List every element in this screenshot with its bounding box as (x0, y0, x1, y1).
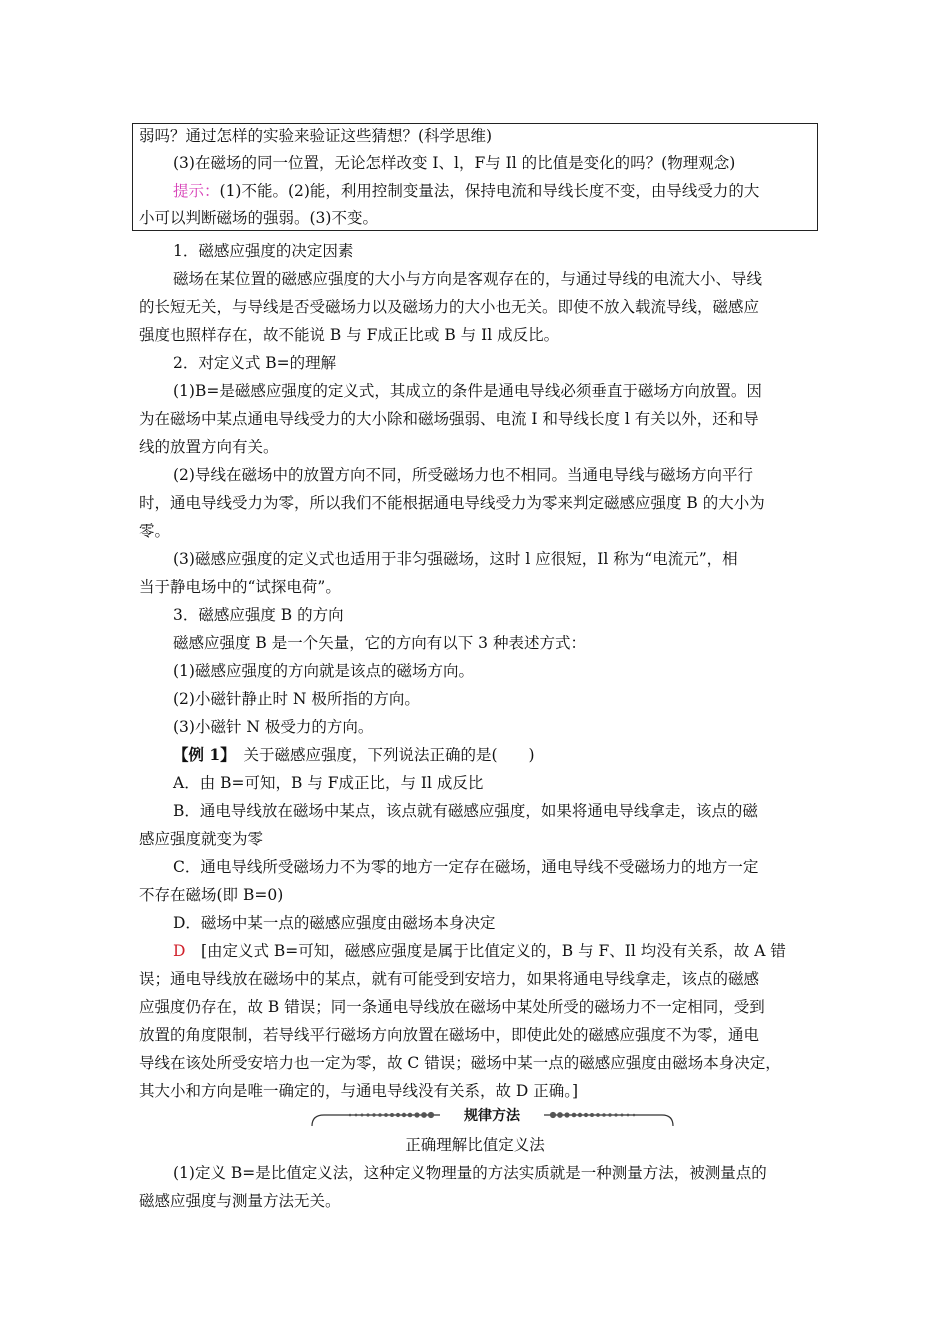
hint-text: (1)不能。(2)能，利用控制变量法，保持电流和导线长度不变，由导线受力的大 (219, 182, 760, 200)
answer-line: 应强度仍存在，故 B 错误；同一条通电导线放在磁场中某处所受的磁场力不一定相同，受到 (139, 998, 765, 1016)
answer-line: 导线在该处所受安培力也一定为零，故 C 错误；磁场中某一点的磁感应强度由磁场本身决定， (139, 1054, 781, 1072)
option-line: A．由 B=可知，B 与 F成正比，与 Il 成反比 (173, 774, 484, 792)
hint-label: 提示： (173, 182, 220, 200)
hint-line: 小可以判断磁场的强弱。(3)不变。 (139, 209, 378, 227)
option-line: 不存在磁场(即 B=0) (139, 886, 284, 904)
paragraph-line: (2)小磁针静止时 N 极所指的方向。 (173, 690, 420, 708)
example-question-text: 关于磁感应强度，下列说法正确的是( ) (227, 746, 535, 764)
answer-line (173, 940, 786, 962)
answer-letter: D (173, 942, 186, 960)
paragraph-line: 强度也照样存在，故不能说 B 与 F成正比或 B 与 Il 成反比。 (139, 326, 560, 344)
box-line: (3)在磁场的同一位置，无论怎样改变 I、l，F与 Il 的比值是变化的吗？(物理观念) (173, 154, 736, 172)
banner-title: 规律方法 (464, 1108, 520, 1124)
banner-subtitle: 正确理解比值定义法 (405, 1136, 545, 1154)
paragraph-line: 磁场在某位置的磁感应强度的大小与方向是客观存在的，与通过导线的电流大小、导线 (173, 270, 763, 288)
paragraph-line: 的长短无关，与导线是否受磁场力以及磁场力的大小也无关。即使不放入载流导线，磁感应 (139, 298, 760, 316)
example-label: 【例 1】 (173, 745, 228, 764)
paragraph-line: 零。 (139, 522, 171, 540)
option-line: B．通电导线放在磁场中某点，该点就有磁感应强度，如果将通电导线拿走，该点的磁 (173, 802, 758, 820)
section-heading: 3．磁感应强度 B 的方向 (173, 606, 344, 624)
option-line: C．通电导线所受磁场力不为零的地方一定存在磁场，通电导线不受磁场力的地方一定 (173, 858, 759, 876)
paragraph-line: 线的放置方向有关。 (139, 438, 279, 456)
option-line: D．磁场中某一点的磁感应强度由磁场本身决定 (173, 914, 496, 932)
section-heading: 2．对定义式 B=的理解 (173, 354, 337, 372)
section-heading: 1．磁感应强度的决定因素 (173, 242, 354, 260)
example-question (173, 744, 535, 766)
answer-line: 误；通电导线放在磁场中的某点，就有可能受到安培力，如果将通电导线拿走，该点的磁感 (139, 970, 760, 988)
paragraph-line: (3)小磁针 N 极受力的方向。 (173, 718, 374, 736)
answer-text: [由定义式 B=可知，磁感应强度是属于比值定义的，B 与 F、Il 均没有关系，故 A 错 (185, 942, 786, 960)
paragraph-line: (1)定义 B=是比值定义法，这种定义物理量的方法实质就是一种测量方法，被测量点的 (173, 1164, 767, 1182)
paragraph-line: 磁感应强度与测量方法无关。 (139, 1192, 341, 1210)
option-line: 感应强度就变为零 (139, 830, 264, 848)
paragraph-line: 为在磁场中某点通电导线受力的大小除和磁场强弱、电流 I 和导线长度 l 有关以外，还和导 (139, 410, 759, 428)
paragraph-line: (2)导线在磁场中的放置方向不同，所受磁场力也不相同。当通电导线与磁场方向平行 (173, 466, 753, 484)
paragraph-line: (1)B=是磁感应强度的定义式，其成立的条件是通电导线必须垂直于磁场方向放置。因 (173, 382, 762, 400)
hint-line (173, 180, 759, 202)
answer-line: 放置的角度限制，若导线平行磁场方向放置在磁场中，即使此处的磁感应强度不为零，通电 (139, 1026, 760, 1044)
method-banner (310, 1106, 675, 1134)
paragraph-line: 磁感应强度 B 是一个矢量，它的方向有以下 3 种表述方式： (173, 634, 586, 652)
paragraph-line: (3)磁感应强度的定义式也适用于非匀强磁场，这时 l 应很短，Il 称为“电流元”，相 (173, 550, 738, 568)
paragraph-line: 时，通电导线受力为零，所以我们不能根据通电导线受力为零来判定磁感应强度 B 的大小为 (139, 494, 765, 512)
paragraph-line: (1)磁感应强度的方向就是该点的磁场方向。 (173, 662, 474, 680)
answer-line: 其大小和方向是唯一确定的，与通电导线没有关系，故 D 正确。] (139, 1082, 579, 1100)
paragraph-line: 当于静电场中的“试探电荷”。 (139, 578, 341, 596)
box-line: 弱吗？通过怎样的实验来验证这些猜想？(科学思维) (139, 127, 493, 145)
